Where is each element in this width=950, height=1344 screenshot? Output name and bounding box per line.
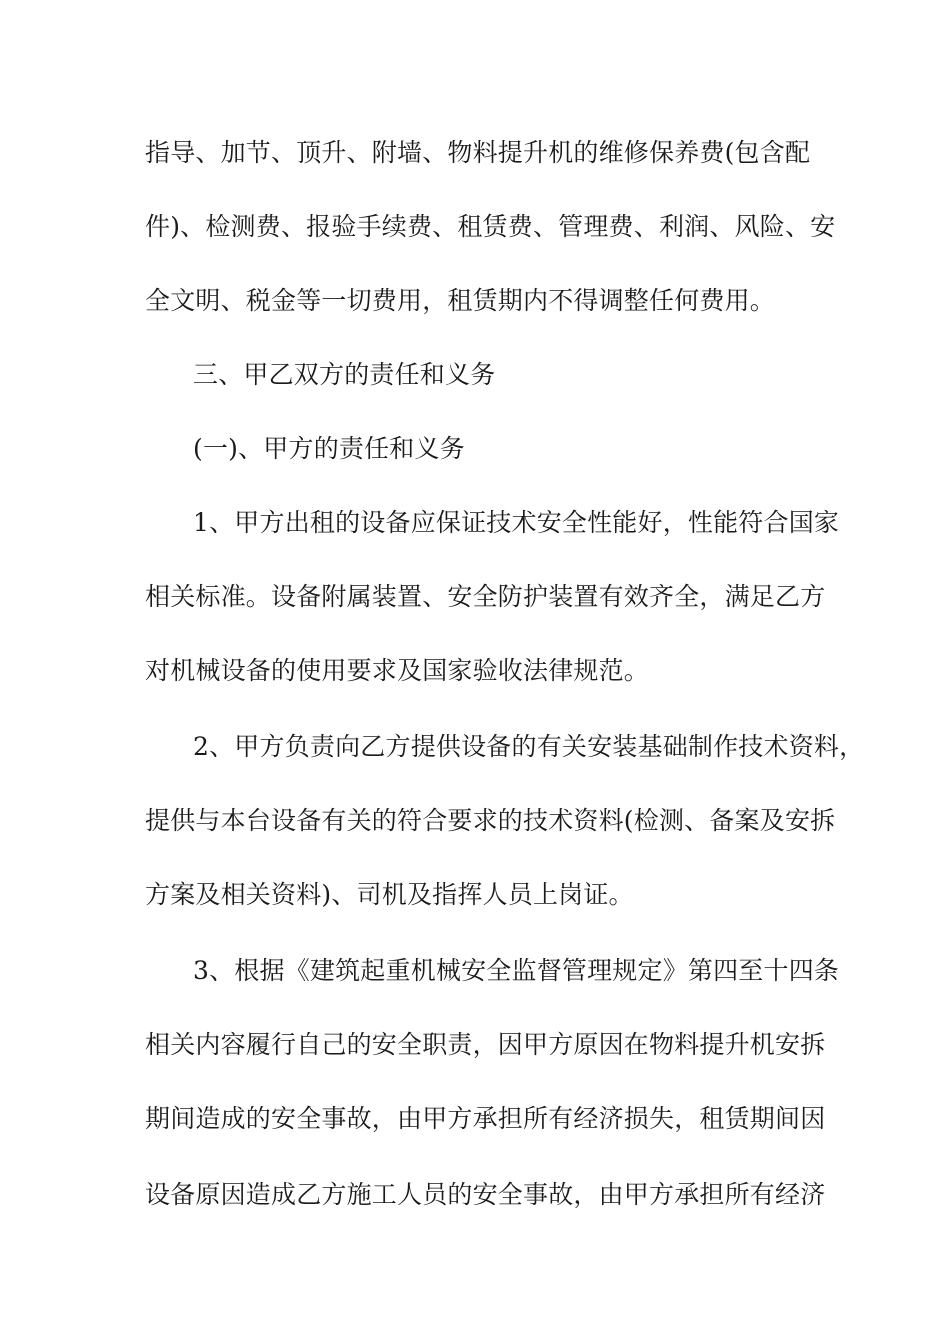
body-text-line: 相关内容履行自己的安全职责，因甲方原因在物料提升机安拆: [145, 1030, 826, 1059]
body-text-line: 方案及相关资料)、司机及指挥人员上岗证。: [145, 880, 634, 909]
body-text-line: 全文明、税金等一切费用，租赁期内不得调整任何费用。: [145, 286, 776, 315]
section-heading: 三、甲乙双方的责任和义务: [193, 360, 496, 389]
clause-text-line: 3、根据《建筑起重机械安全监督管理规定》第四至十四条: [193, 956, 840, 985]
subsection-heading: (一)、甲方的责任和义务: [193, 434, 465, 463]
body-text-line: 对机械设备的使用要求及国家验收法律规范。: [145, 656, 650, 685]
body-text-line: 提供与本台设备有关的符合要求的技术资料(检测、备案及安拆: [145, 806, 836, 835]
body-text-line: 指导、加节、顶升、附墙、物料提升机的维修保养费(包含配: [145, 138, 811, 167]
clause-text-line: 2、甲方负责向乙方提供设备的有关安装基础制作技术资料，: [193, 732, 865, 761]
clause-text-line: 1、甲方出租的设备应保证技术安全性能好，性能符合国家: [193, 508, 840, 537]
body-text-line: 设备原因造成乙方施工人员的安全事故，由甲方承担所有经济: [145, 1180, 826, 1209]
body-text-line: 期间造成的安全事故，由甲方承担所有经济损失，租赁期间因: [145, 1104, 826, 1133]
body-text-line: 相关标准。设备附属装置、安全防护装置有效齐全，满足乙方: [145, 582, 826, 611]
body-text-line: 件)、检测费、报验手续费、租赁费、管理费、利润、风险、安: [145, 212, 836, 241]
